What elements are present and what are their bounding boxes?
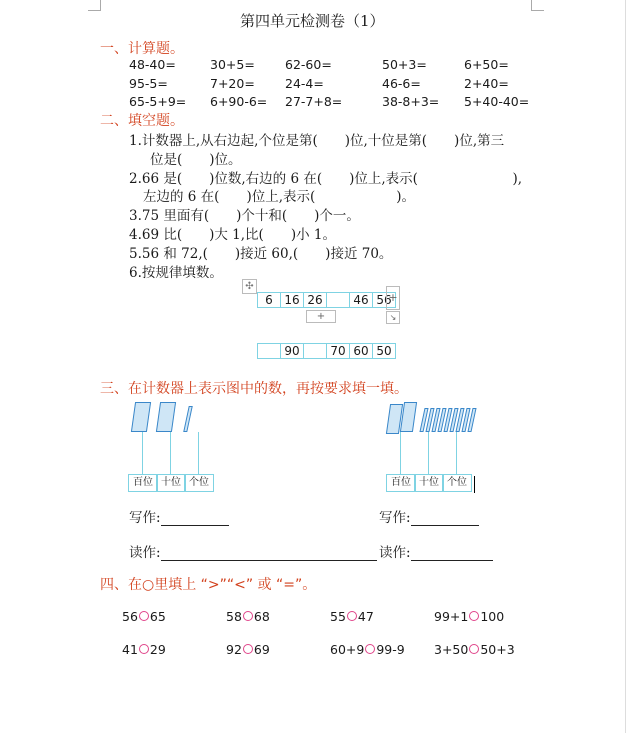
- compare-circle[interactable]: [243, 611, 253, 621]
- stick-bundle-icon: [400, 402, 417, 432]
- compare-item: 99+1 100: [434, 609, 505, 624]
- read-label: 读作:: [379, 545, 411, 561]
- compare-circle[interactable]: [139, 644, 149, 654]
- pattern-cell[interactable]: [258, 344, 281, 359]
- place-ones: 个位: [184, 474, 214, 492]
- read-answer-line[interactable]: [161, 546, 377, 561]
- add-row-button[interactable]: +: [306, 310, 336, 323]
- stick-bundle-icon: [131, 402, 151, 432]
- calc-item: 48-40=: [129, 57, 176, 72]
- calc-item: 5+40-40=: [464, 94, 530, 109]
- counter-right: [386, 474, 472, 492]
- fill-question-1-cont: 位是( )位。: [150, 152, 242, 168]
- pattern-table-2: [257, 343, 396, 359]
- calc-item: 62-60=: [285, 57, 332, 72]
- calc-item: 7+20=: [210, 76, 255, 91]
- place-hundreds: 百位: [386, 474, 416, 492]
- fill-question-6: 6.按规律填数。: [129, 265, 223, 281]
- compare-item: 41 29: [122, 642, 166, 657]
- calc-item: 2+40=: [464, 76, 509, 91]
- compare-circle[interactable]: [469, 644, 479, 654]
- add-column-button[interactable]: +: [386, 286, 400, 310]
- fill-question-2-cont: 左边的 6 在( )位上,表示( )。: [143, 189, 416, 205]
- pattern-table-1: [257, 292, 396, 308]
- compare-circle[interactable]: [139, 611, 149, 621]
- compare-item: 92 69: [226, 642, 270, 657]
- resize-corner-icon[interactable]: ↘: [386, 311, 400, 324]
- stick-bundles-left: [128, 402, 218, 474]
- read-row-right: [379, 541, 493, 561]
- stick-bundles-right: [386, 402, 486, 474]
- read-answer-line[interactable]: [411, 546, 493, 561]
- read-label: 读作:: [129, 545, 161, 561]
- calc-item: 24-4=: [285, 76, 324, 91]
- calc-item: 38-8+3=: [382, 94, 440, 109]
- crop-mark-top-left: [88, 0, 101, 11]
- compare-item: 60+9 99-9: [330, 642, 405, 657]
- read-row-left: [129, 541, 377, 561]
- calc-item: 6+50=: [464, 57, 509, 72]
- calc-item: 95-5=: [129, 76, 168, 91]
- calc-item: 46-6=: [382, 76, 421, 91]
- pattern-cell[interactable]: 46: [350, 293, 373, 308]
- calc-item: 27-7+8=: [285, 94, 343, 109]
- table-move-handle[interactable]: ✣: [242, 279, 257, 294]
- calc-item: 50+3=: [382, 57, 427, 72]
- compare-item: 58 68: [226, 609, 270, 624]
- calc-item: 65-5+9=: [129, 94, 187, 109]
- fill-question-5: 5.56 和 72,( )接近 60,( )接近 70。: [129, 246, 393, 262]
- section-2-heading: 二、填空题。: [100, 113, 184, 129]
- compare-item: 55 47: [330, 609, 374, 624]
- place-ones: 个位: [442, 474, 472, 492]
- fill-question-4: 4.69 比( )大 1,比( )小 1。: [129, 227, 336, 243]
- write-answer-line[interactable]: [161, 511, 229, 526]
- pattern-cell[interactable]: 60: [350, 344, 373, 359]
- compare-item: 56 65: [122, 609, 166, 624]
- compare-circle[interactable]: [365, 644, 375, 654]
- section-4-heading: 四、在○里填上 “>”“<” 或 “=”。: [100, 577, 317, 593]
- compare-circle[interactable]: [243, 644, 253, 654]
- fill-question-2: 2.66 是( )位数,右边的 6 在( )位上,表示( ),: [129, 171, 522, 187]
- write-answer-line[interactable]: [411, 511, 479, 526]
- pattern-cell[interactable]: 50: [373, 344, 396, 359]
- pattern-cell[interactable]: 56: [373, 293, 396, 308]
- place-tens: 十位: [156, 474, 186, 492]
- stick-icon: [183, 406, 193, 432]
- section-3-heading: 三、在计数器上表示图中的数，再按要求填一填。: [100, 381, 408, 397]
- fill-question-3: 3.75 里面有( )个十和( )个一。: [129, 208, 360, 224]
- stick-bundle-icon: [156, 402, 176, 432]
- page-edge: [625, 0, 626, 733]
- pattern-cell[interactable]: 70: [327, 344, 350, 359]
- place-hundreds: 百位: [128, 474, 158, 492]
- place-tens: 十位: [414, 474, 444, 492]
- pattern-cell[interactable]: 26: [304, 293, 327, 308]
- write-row-left: [129, 506, 229, 526]
- counter-left: [128, 474, 214, 492]
- text-cursor: [474, 476, 475, 493]
- pattern-cell[interactable]: 16: [281, 293, 304, 308]
- pattern-cell[interactable]: 90: [281, 344, 304, 359]
- calc-item: 30+5=: [210, 57, 255, 72]
- write-label: 写作:: [129, 510, 161, 526]
- pattern-cell[interactable]: 6: [258, 293, 281, 308]
- pattern-cell[interactable]: [327, 293, 350, 308]
- calc-item: 6+90-6=: [210, 94, 268, 109]
- fill-question-1: 1.计数器上,从右边起,个位是第( )位,十位是第( )位,第三: [129, 133, 505, 149]
- page-title: 第四单元检测卷（1）: [240, 12, 385, 30]
- pattern-cell[interactable]: [304, 344, 327, 359]
- compare-circle[interactable]: [347, 611, 357, 621]
- write-row-right: [379, 506, 479, 526]
- compare-item: 3+50 50+3: [434, 642, 515, 657]
- compare-circle[interactable]: [469, 611, 479, 621]
- crop-mark-top-right: [531, 0, 544, 11]
- write-label: 写作:: [379, 510, 411, 526]
- section-1-heading: 一、计算题。: [100, 41, 184, 57]
